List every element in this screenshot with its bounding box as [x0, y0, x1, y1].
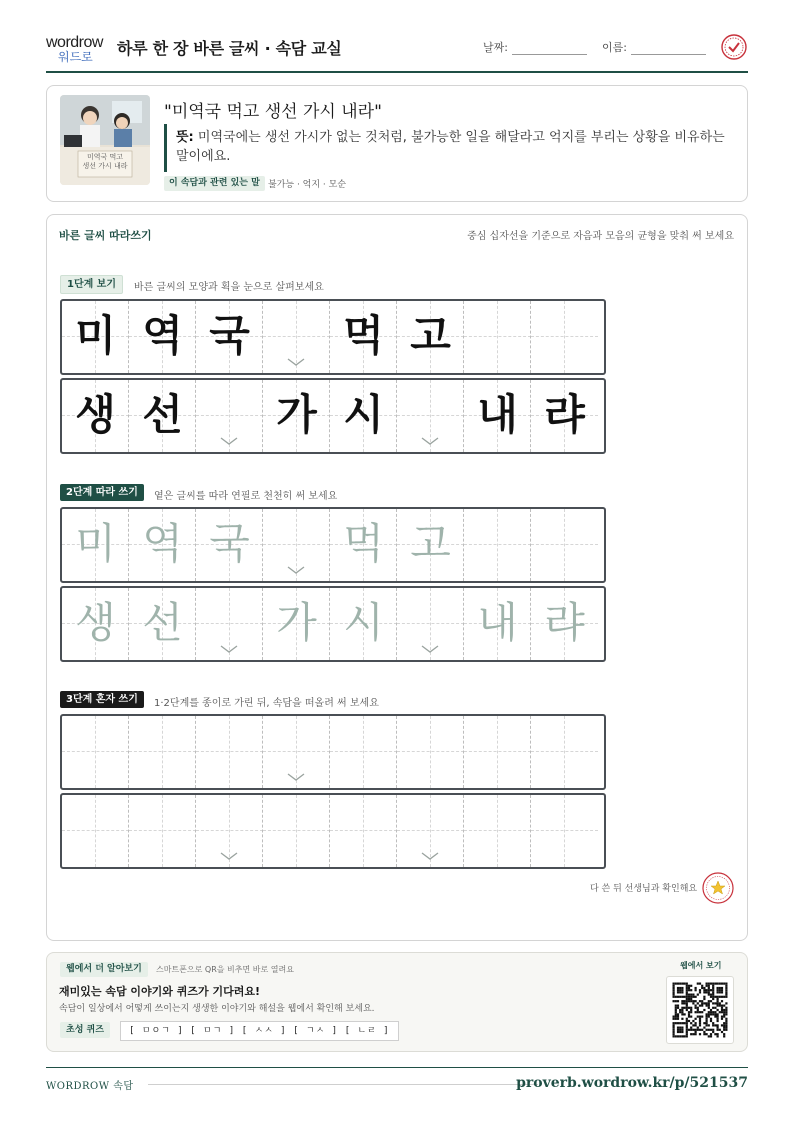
footer-brand: WORDROW 속담	[46, 1081, 134, 1092]
grid-cell	[397, 380, 464, 452]
grid-cell[interactable]	[196, 795, 263, 867]
name-field[interactable]	[631, 54, 706, 55]
grid-cell	[464, 380, 531, 452]
grid-cell	[464, 301, 531, 373]
practice-glyph: 내	[477, 390, 518, 439]
page-title: 하루 한 장 바른 글씨 · 속담 교실	[117, 39, 342, 58]
practice-glyph: 랴	[544, 390, 585, 439]
grid-cell[interactable]	[196, 509, 263, 581]
grid-cell[interactable]	[62, 509, 129, 581]
practice-glyph: 먹	[343, 519, 384, 568]
space-chevron-icon	[287, 357, 305, 367]
web-more-tag: 웹에서 더 알아보기	[60, 962, 148, 977]
date-label: 날짜:	[483, 41, 508, 54]
logo-text: wordrow	[46, 34, 103, 51]
proverb-illustration	[60, 95, 150, 185]
grid-cell[interactable]	[330, 716, 397, 788]
footer-line	[148, 1084, 538, 1085]
footer-divider	[46, 1067, 748, 1068]
practice-glyph: 먹	[343, 311, 384, 360]
practice-glyph: 시	[343, 598, 384, 647]
step2-desc: 옅은 글씨를 따라 연필로 천천히 써 보세요	[154, 491, 338, 502]
related-words: 불가능 · 억지 · 모순	[268, 180, 347, 190]
practice-glyph: 선	[142, 598, 183, 647]
check-stamp-icon	[721, 34, 747, 60]
grid-cell	[330, 301, 397, 373]
grid-cell[interactable]	[531, 588, 598, 660]
wordrow-logo	[46, 34, 108, 64]
grid-cell[interactable]	[330, 588, 397, 660]
step2-line2[interactable]	[60, 586, 606, 662]
grid-cell[interactable]	[129, 795, 196, 867]
grid-cell[interactable]	[62, 588, 129, 660]
practice-glyph: 국	[209, 519, 250, 568]
grid-cell	[263, 301, 330, 373]
grid-cell[interactable]	[196, 716, 263, 788]
space-chevron-icon	[220, 851, 238, 861]
grid-cell[interactable]	[531, 795, 598, 867]
step3-desc: 1·2단계를 종이로 가린 뒤, 속담을 떠올려 써 보세요	[154, 698, 379, 709]
related-words-tag: 이 속담과 관련 있는 말	[164, 176, 265, 191]
practice-glyph: 고	[410, 519, 451, 568]
grid-cell[interactable]	[263, 588, 330, 660]
practice-glyph: 미	[75, 519, 116, 568]
practice-glyph: 역	[142, 519, 183, 568]
web-more-desc: 스마트폰으로 QR을 비추면 바로 열려요	[156, 965, 294, 974]
grid-cell	[397, 301, 464, 373]
step3-line1[interactable]	[60, 714, 606, 790]
practice-glyph: 역	[142, 311, 183, 360]
logo-subtext: 워드로	[58, 50, 93, 64]
grid-cell	[330, 380, 397, 452]
name-label: 이름:	[602, 41, 627, 54]
grid-cell[interactable]	[263, 795, 330, 867]
grid-cell	[129, 380, 196, 452]
grid-cell	[263, 380, 330, 452]
practice-glyph: 선	[142, 390, 183, 439]
grid-cell[interactable]	[531, 716, 598, 788]
grid-cell	[62, 301, 129, 373]
thumb-caption-1: 미역국 먹고	[86, 153, 124, 161]
qr-label: 웹에서 보기	[680, 961, 722, 970]
check-note: 다 쓴 뒤 선생님과 확인해요	[590, 884, 698, 894]
thumb-caption-2: 생선 가시 내라	[82, 162, 128, 170]
star-stamp-icon	[702, 872, 734, 904]
practice-glyph: 미	[75, 311, 116, 360]
grid-cell[interactable]	[330, 509, 397, 581]
grid-cell[interactable]	[330, 795, 397, 867]
footer-url[interactable]: proverb.wordrow.kr/p/521537	[516, 1075, 748, 1091]
space-chevron-icon	[421, 644, 439, 654]
space-chevron-icon	[287, 772, 305, 782]
step3-badge: 3단계 혼자 쓰기	[60, 691, 144, 708]
step2-badge: 2단계 따라 쓰기	[60, 484, 144, 501]
web-description: 속담이 일상에서 어떻게 쓰이는지 생생한 이야기와 해설을 웹에서 확인해 보세요.	[59, 1004, 375, 1014]
grid-cell[interactable]	[397, 588, 464, 660]
grid-cell[interactable]	[397, 509, 464, 581]
practice-glyph: 가	[276, 598, 317, 647]
web-headline: 재미있는 속담 이야기와 퀴즈가 기다려요!	[59, 985, 260, 998]
grid-cell[interactable]	[464, 588, 531, 660]
grid-cell	[531, 380, 598, 452]
space-chevron-icon	[287, 565, 305, 575]
practice-glyph: 생	[75, 390, 116, 439]
space-chevron-icon	[220, 436, 238, 446]
initial-consonant-quiz: [ ㅁㅇㄱ ] [ ㅁㄱ ] [ ㅅㅅ ] [ ㄱㅅ ] [ ㄴㄹ ]	[120, 1021, 399, 1041]
grid-cell[interactable]	[129, 716, 196, 788]
practice-hint: 중심 십자선을 기준으로 자음과 모음의 균형을 맞춰 써 보세요	[467, 231, 734, 242]
space-chevron-icon	[421, 851, 439, 861]
step3-line2[interactable]	[60, 793, 606, 869]
step1-line2	[60, 378, 606, 454]
grid-cell[interactable]	[263, 716, 330, 788]
practice-title: 바른 글씨 따라쓰기	[59, 229, 152, 242]
grid-cell[interactable]	[62, 716, 129, 788]
step1-desc: 바른 글씨의 모양과 획을 눈으로 살펴보세요	[134, 282, 324, 293]
meaning-label: 뜻:	[176, 130, 194, 145]
quiz-tag: 초성 퀴즈	[60, 1022, 110, 1038]
step1-badge: 1단계 보기	[60, 275, 123, 294]
qr-code[interactable]	[666, 976, 734, 1044]
qr-code-icon	[667, 977, 733, 1043]
date-field[interactable]	[512, 54, 587, 55]
grid-cell[interactable]	[464, 509, 531, 581]
proverb-title: "미역국 먹고 생선 가시 내라"	[164, 102, 382, 122]
space-chevron-icon	[220, 644, 238, 654]
grid-cell	[196, 301, 263, 373]
grid-cell[interactable]	[129, 588, 196, 660]
space-chevron-icon	[421, 436, 439, 446]
grid-cell[interactable]	[464, 716, 531, 788]
grid-cell[interactable]	[531, 509, 598, 581]
practice-glyph: 고	[410, 311, 451, 360]
practice-glyph: 국	[209, 311, 250, 360]
grid-cell[interactable]	[263, 509, 330, 581]
grid-cell[interactable]	[62, 795, 129, 867]
practice-glyph: 생	[75, 598, 116, 647]
header-divider	[46, 71, 748, 73]
grid-cell[interactable]	[129, 509, 196, 581]
practice-glyph: 내	[477, 598, 518, 647]
grid-cell	[62, 380, 129, 452]
grid-cell	[531, 301, 598, 373]
grid-cell	[196, 380, 263, 452]
grid-cell[interactable]	[397, 716, 464, 788]
practice-glyph: 시	[343, 390, 384, 439]
practice-glyph: 랴	[544, 598, 585, 647]
proverb-meaning	[176, 128, 726, 166]
step2-line1[interactable]	[60, 507, 606, 583]
grid-cell[interactable]	[397, 795, 464, 867]
meaning-accent-bar	[164, 124, 167, 172]
grid-cell[interactable]	[196, 588, 263, 660]
practice-glyph: 가	[276, 390, 317, 439]
grid-cell[interactable]	[464, 795, 531, 867]
step1-line1	[60, 299, 606, 375]
grid-cell	[129, 301, 196, 373]
meaning-text: 미역국에는 생선 가시가 없는 것처럼, 불가능한 일을 해달라고 억지를 부리는 상황을 비유하는 말이에요.	[176, 130, 725, 164]
